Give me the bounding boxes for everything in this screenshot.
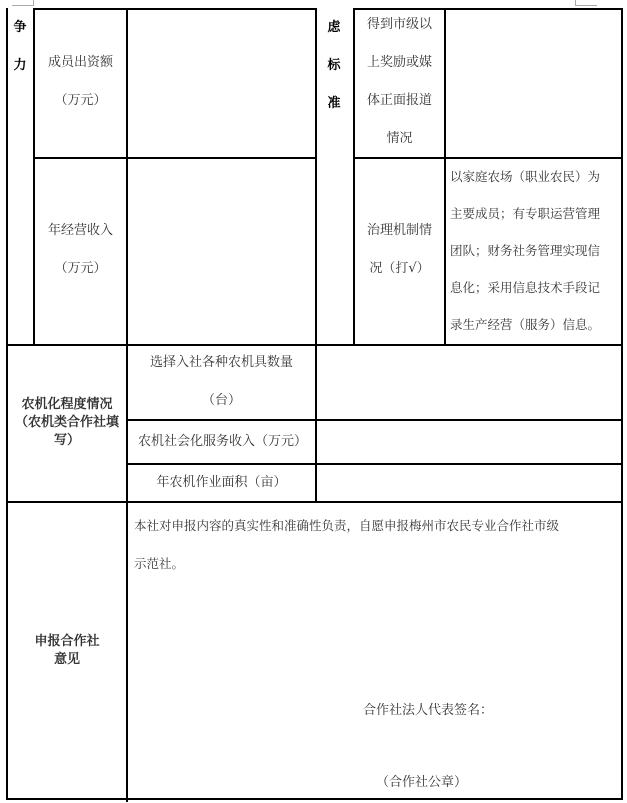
border-right bbox=[621, 8, 623, 800]
label-line: （台） bbox=[201, 393, 241, 408]
crop-mark-left-v bbox=[33, 0, 34, 6]
vline-315 bbox=[315, 8, 317, 345]
opinion-content[interactable] bbox=[128, 503, 621, 798]
label-annual-revenue bbox=[35, 212, 126, 288]
label-line: 成员出资额 bbox=[47, 55, 113, 70]
checklist-line: 主要成员；有专职运营管理 bbox=[450, 206, 601, 221]
label-line: 情况 bbox=[386, 131, 413, 146]
field-machine-count[interactable] bbox=[317, 346, 621, 419]
signature-label: 合作社法人代表签名： bbox=[363, 703, 494, 718]
label-member-investment bbox=[35, 44, 126, 120]
field-awards-media[interactable] bbox=[446, 10, 621, 157]
crop-mark-right-h bbox=[575, 5, 597, 6]
label-line: 得到市级以 bbox=[366, 17, 432, 32]
label-service-income bbox=[128, 421, 317, 463]
label-line: 况（打√） bbox=[369, 261, 430, 276]
header-line: 意见 bbox=[53, 652, 80, 667]
label-line: 年农机作业面积（亩） bbox=[156, 475, 287, 490]
side-label-char: 虑 bbox=[327, 20, 341, 35]
statement-line: 示范社。 bbox=[134, 556, 185, 571]
label-operation-area bbox=[128, 465, 315, 501]
statement-line: 本社对申报内容的真实性和准确性负责，自愿申报梅州市农民专业合作社市级 bbox=[134, 518, 560, 533]
field-member-investment[interactable] bbox=[128, 10, 315, 157]
side-label-left bbox=[10, 9, 30, 85]
side-label-char: 争 bbox=[13, 20, 27, 35]
header-line: （农机类合作社填 bbox=[14, 415, 119, 430]
checklist-line: 录生产经营（服务）信息。 bbox=[450, 317, 601, 332]
header-line: 写） bbox=[53, 433, 80, 448]
side-label-right bbox=[324, 9, 344, 123]
crop-mark-right-v bbox=[575, 0, 576, 6]
side-label-char: 力 bbox=[13, 58, 27, 73]
crop-mark-left-h bbox=[12, 5, 33, 6]
side-label-char: 准 bbox=[327, 96, 341, 111]
field-operation-area[interactable] bbox=[317, 465, 621, 501]
label-line: 年经营收入 bbox=[47, 223, 113, 238]
label-awards-media bbox=[355, 6, 444, 158]
label-line: 上奖励或媒 bbox=[366, 55, 432, 70]
label-line: （万元） bbox=[54, 261, 107, 276]
opinion-header bbox=[8, 633, 126, 669]
header-line: 申报合作社 bbox=[34, 634, 100, 649]
mechanization-header bbox=[8, 396, 126, 450]
label-machine-count bbox=[128, 344, 315, 420]
opinion-statement bbox=[134, 507, 624, 583]
checklist-line: 以家庭农场（职业农民）为 bbox=[450, 169, 601, 184]
label-line: 农机社会化服务收入（万元） bbox=[137, 434, 307, 449]
border-bottom bbox=[6, 798, 623, 800]
header-line: 农机化程度情况 bbox=[21, 397, 113, 412]
field-governance-checklist[interactable] bbox=[450, 158, 622, 343]
field-annual-revenue[interactable] bbox=[128, 159, 315, 344]
label-governance bbox=[355, 212, 444, 288]
side-label-char: 标 bbox=[327, 58, 341, 73]
label-line: 治理机制情 bbox=[366, 223, 432, 238]
checklist-line: 团队；财务社务管理实现信 bbox=[450, 243, 601, 258]
label-line: 体正面报道 bbox=[366, 93, 432, 108]
label-line: 选择入社各种农机具数量 bbox=[149, 355, 293, 370]
seal-label: （合作社公章） bbox=[376, 775, 468, 790]
label-line: （万元） bbox=[54, 93, 107, 108]
field-service-income[interactable] bbox=[317, 421, 621, 463]
checklist-line: 息化；采用信息技术手段记 bbox=[450, 280, 601, 295]
